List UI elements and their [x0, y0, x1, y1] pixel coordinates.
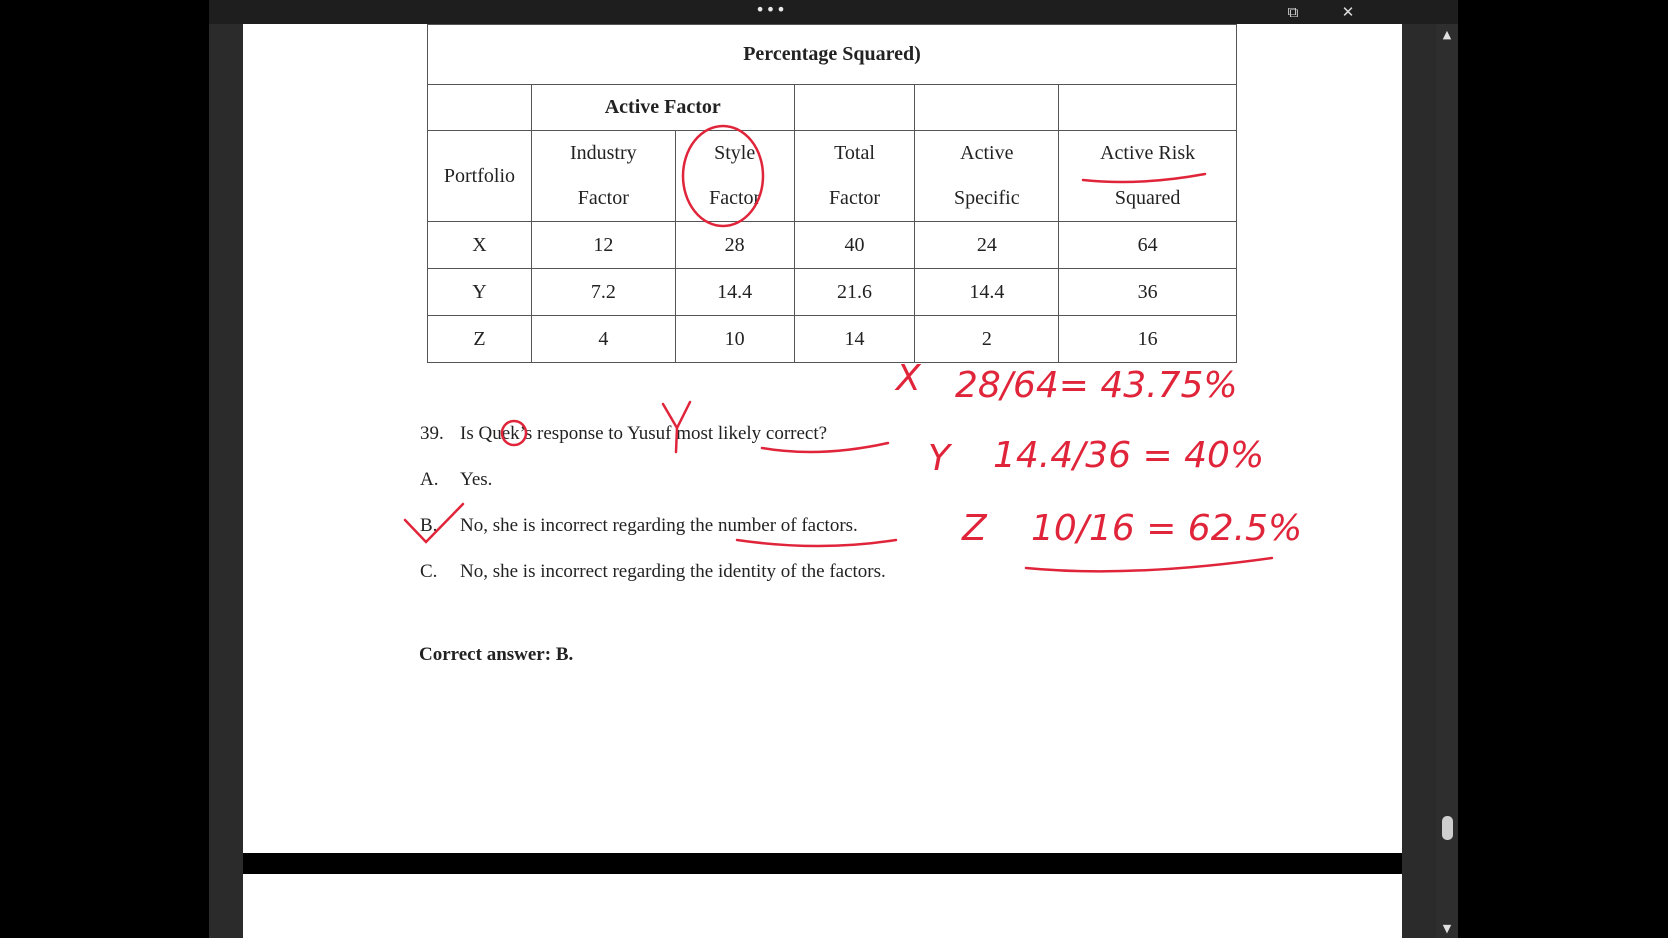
y-label: Y — [928, 438, 950, 479]
table-cell: 7.2 — [531, 269, 675, 316]
header-label: Industry — [569, 142, 637, 164]
table-cell: 28 — [675, 222, 794, 269]
option-a-text: Yes. — [460, 469, 493, 490]
table-cell: 10 — [675, 316, 794, 363]
table-cell: 14.4 — [915, 269, 1059, 316]
table-cell: Y — [428, 269, 532, 316]
table-cell: 2 — [915, 316, 1059, 363]
next-page — [243, 874, 1402, 938]
table-cell: 64 — [1059, 222, 1237, 269]
question-number: 39. — [420, 423, 444, 444]
question-text: Is Quek’s response to Yusuf most likely correct? — [460, 423, 828, 444]
x-calculation: 28/64= 43.75% — [955, 365, 1238, 406]
group-header-active-factor: Active Factor — [531, 85, 794, 131]
header-label: Factor — [828, 187, 881, 209]
header-active-specific — [915, 131, 1059, 222]
table-cell: Z — [428, 316, 532, 363]
header-total-factor — [794, 131, 915, 222]
header-label: Active Risk — [1100, 142, 1196, 164]
header-label: Style — [714, 142, 756, 164]
table-cell: 4 — [531, 316, 675, 363]
table-caption: Percentage Squared) — [428, 25, 1237, 85]
option-b-text: No, she is incorrect regarding the number of factors. — [460, 515, 858, 536]
table-cell: 24 — [915, 222, 1059, 269]
y-calculation: 14.4/36 = 40% — [993, 435, 1265, 476]
factor-table — [427, 24, 1237, 363]
title-bar — [209, 0, 1458, 24]
header-label: Squared — [1114, 187, 1181, 209]
table-cell: 36 — [1059, 269, 1237, 316]
close-window-icon[interactable]: ✕ — [1341, 3, 1355, 21]
header-label: Factor — [577, 187, 629, 209]
header-label: Portfolio — [443, 164, 516, 187]
empty-header-cell — [428, 85, 532, 131]
header-active-risk-squared — [1059, 131, 1237, 222]
header-label: Factor — [709, 187, 761, 209]
option-c-text: No, she is incorrect regarding the identity of the factors. — [460, 561, 886, 582]
document-viewer — [209, 0, 1458, 938]
table-cell: 21.6 — [794, 269, 915, 316]
option-a-letter: A. — [420, 469, 439, 490]
empty-header-cell — [915, 85, 1059, 131]
table-cell: 12 — [531, 222, 675, 269]
scroll-thumb[interactable] — [1442, 816, 1453, 840]
scroll-down-icon[interactable]: ▼ — [1442, 922, 1452, 935]
table-row — [428, 269, 1237, 316]
vertical-scrollbar[interactable] — [1436, 24, 1458, 938]
header-label: Total — [834, 142, 875, 164]
z-calculation: 10/16 = 62.5% — [1031, 508, 1303, 549]
correct-answer: Correct answer: B. — [419, 644, 574, 665]
header-label: Specific — [954, 187, 1020, 209]
z-label: Z — [962, 508, 987, 549]
table-cell: X — [428, 222, 532, 269]
header-portfolio — [428, 131, 532, 222]
table-cell: 14.4 — [675, 269, 794, 316]
header-industry-factor — [531, 131, 675, 222]
restore-window-icon[interactable]: ⧉ — [1287, 3, 1299, 21]
page-gap — [243, 853, 1402, 874]
option-c-letter: C. — [420, 561, 438, 582]
table-group-row — [428, 85, 1237, 131]
empty-header-cell — [1059, 85, 1237, 131]
table-cell: 14 — [794, 316, 915, 363]
scroll-up-icon[interactable]: ▲ — [1442, 28, 1452, 41]
table-row — [428, 316, 1237, 363]
table-row — [428, 222, 1237, 269]
table-caption-row — [428, 25, 1237, 85]
table-cell: 16 — [1059, 316, 1237, 363]
header-style-factor — [675, 131, 794, 222]
table-cell: 40 — [794, 222, 915, 269]
option-b-letter: B. — [420, 515, 438, 536]
table-header-row — [428, 131, 1237, 222]
more-options-icon[interactable]: ••• — [755, 0, 787, 19]
header-label: Active — [960, 142, 1014, 164]
x-label: X — [896, 358, 921, 399]
empty-header-cell — [794, 85, 915, 131]
